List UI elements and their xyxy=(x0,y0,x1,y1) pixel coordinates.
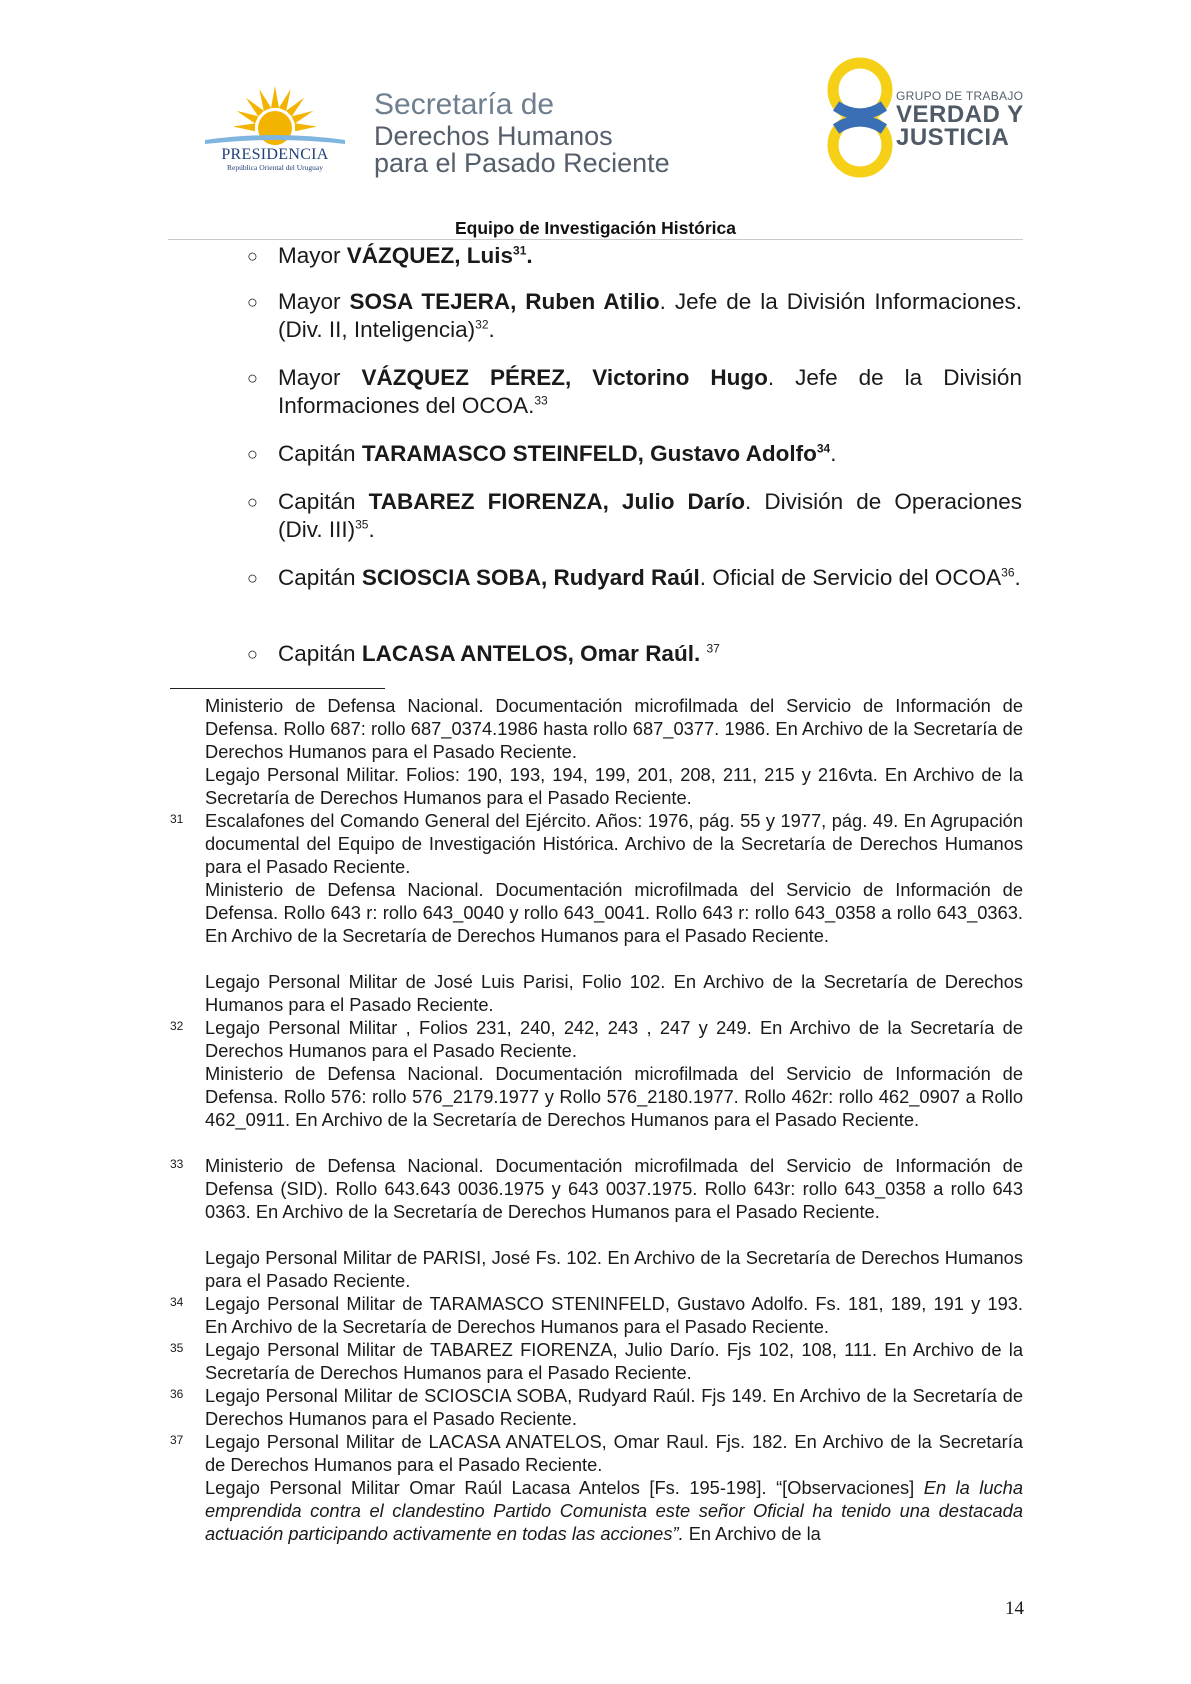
officer-rank: Capitán xyxy=(278,489,356,514)
officer-name-suffix: . xyxy=(745,489,752,514)
footnote-number: 33 xyxy=(170,1157,184,1171)
verdad-y-label: VERDAD Y xyxy=(896,101,1024,128)
justicia-label: JUSTICIA xyxy=(896,124,1010,151)
verdad-justicia-rings-logo xyxy=(820,56,900,180)
footnote-36: Legajo Personal Militar de SCIOSCIA SOBA, Rudyard Raúl. Fjs 149. En Archivo de la Secretaría de Derechos Humanos para el Pasado Reciente. xyxy=(205,1385,1023,1429)
officer-description-suffix: . xyxy=(368,517,375,542)
footnote-continuation: Legajo Personal Militar. Folios: 190, 193, 194, 199, 201, 208, 211, 215 y 216vta. En Archivo de la Secretaría de Derechos Humanos para el Pasado Reciente. xyxy=(205,764,1023,808)
officer-description: División de Operaciones (Div. III) xyxy=(278,489,1022,542)
circle-bullet-icon: ○ xyxy=(247,368,258,388)
footnote-ref: 33 xyxy=(534,393,548,408)
footnote-37-text: Legajo Personal Militar Omar Raúl Lacasa Antelos [Fs. 195-198]. “[Observaciones] xyxy=(205,1477,924,1498)
officer-item xyxy=(247,288,1022,344)
footnote-37-part xyxy=(205,1476,1023,1545)
footnote-31: Escalafones del Comando General del Ejército. Años: 1976, pág. 55 y 1977, pág. 49. En Agrupación documental del Equipo de Investigación Histórica. Archivo de la Secretaría de Derechos Humanos para el Pasado Reciente. xyxy=(205,810,1023,877)
footnote-number: 32 xyxy=(170,1019,184,1033)
officer-rank: Mayor xyxy=(278,365,341,390)
footnote-33: Ministerio de Defensa Nacional. Documentación microfilmada del Servicio de Información de Defensa (SID). Rollo 643.643 0036.1975 y 643 0037.1975. Rollo 643r: rollo 643_0358 a rollo 643 0363. En Archivo de la Secretaría de Derechos Humanos para el Pasado Reciente. xyxy=(205,1155,1023,1222)
officer-name-suffix: . xyxy=(526,243,533,268)
officer-description: Jefe de la División Informaciones. (Div. II, Inteligencia) xyxy=(278,289,1022,342)
footnote-ref: 36 xyxy=(1001,565,1015,580)
officer-item xyxy=(247,564,1022,592)
circle-bullet-icon: ○ xyxy=(247,492,258,512)
officer-name: VÁZQUEZ, Luis xyxy=(346,243,514,268)
officer-description-suffix: . xyxy=(488,317,495,342)
footnote-ref: 34 xyxy=(816,441,831,456)
footnote-32: Legajo Personal Militar , Folios 231, 240, 242, 243 , 247 y 249. En Archivo de la Secretaría de Derechos Humanos para el Pasado Reciente. xyxy=(205,1017,1023,1061)
officer-description: Oficial de Servicio del OCOA xyxy=(706,565,1002,590)
officer-name: LACASA ANTELOS, Omar Raúl. xyxy=(361,641,701,666)
officer-rank: Capitán xyxy=(278,641,356,666)
footnote-ref: 35 xyxy=(355,517,369,532)
footnote-34: Legajo Personal Militar de TARAMASCO STENINFELD, Gustavo Adolfo. Fs. 181, 189, 191 y 193. En Archivo de la Secretaría de Derechos Humanos para el Pasado Reciente. xyxy=(205,1293,1023,1337)
footnote-number: 34 xyxy=(170,1295,184,1309)
officer-name: SCIOSCIA SOBA, Rudyard Raúl xyxy=(361,565,700,590)
officer-rank: Mayor xyxy=(278,289,341,314)
officer-rank: Mayor xyxy=(278,243,341,268)
officer-item xyxy=(247,640,1022,668)
team-heading: Equipo de Investigación Histórica xyxy=(454,218,737,238)
circle-bullet-icon: ○ xyxy=(247,444,258,464)
footnote-32-part: Ministerio de Defensa Nacional. Documentación microfilmada del Servicio de Información de Defensa. Rollo 576: rollo 576_2179.1977 y Rollo 576_2180.1977. Rollo 462r: rollo 462_0907 a Rollo 462_0911. En Archivo de la Secretaría de Derechos Humanos para el Pasado Reciente. xyxy=(205,1063,1023,1130)
footnote-continuation: Ministerio de Defensa Nacional. Documentación microfilmada del Servicio de Información de Defensa. Rollo 687: rollo 687_0374.1986 hasta rollo 687_0377. 1986. En Archivo de la Secretaría de Derechos Humanos para el Pasado Reciente. xyxy=(205,695,1023,762)
footnote-ref: 31 xyxy=(513,243,527,258)
header-divider xyxy=(168,239,1023,240)
secretaria-line-2: Derechos Humanos xyxy=(374,121,613,151)
footnote-number: 31 xyxy=(170,812,184,826)
presidencia-wordmark: PRESIDENCIA xyxy=(221,146,329,163)
officer-name: SOSA TEJERA, Ruben Atilio xyxy=(349,289,660,314)
circle-bullet-icon: ○ xyxy=(247,644,258,664)
footnote-ref: 32 xyxy=(475,317,489,332)
officer-description-suffix: . xyxy=(1014,565,1021,590)
officer-item xyxy=(247,364,1022,420)
officer-name-suffix: . xyxy=(659,289,666,314)
officer-name: VÁZQUEZ PÉREZ, Victorino Hugo xyxy=(361,365,768,390)
footnote-33-part: Legajo Personal Militar de PARISI, José Fs. 102. En Archivo de la Secretaría de Derechos Humanos para el Pasado Reciente. xyxy=(205,1247,1023,1291)
presidencia-subtitle: República Oriental del Uruguay xyxy=(226,163,323,172)
officer-name-suffix: . xyxy=(699,565,707,590)
footnote-37: Legajo Personal Militar de LACASA ANATELOS, Omar Raul. Fjs. 182. En Archivo de la Secretaría de Derechos Humanos para el Pasado Reciente. xyxy=(205,1431,1023,1475)
secretaria-line-3: para el Pasado Reciente xyxy=(374,148,670,178)
footnote-35: Legajo Personal Militar de TABAREZ FIORENZA, Julio Darío. Fjs 102, 108, 111. En Archivo de la Secretaría de Derechos Humanos para el Pasado Reciente. xyxy=(205,1339,1023,1383)
officer-item xyxy=(247,242,1022,270)
officer-description: Jefe de la División Informaciones del OCOA. xyxy=(278,365,1022,418)
footnote-31-part: Legajo Personal Militar de José Luis Parisi, Folio 102. En Archivo de la Secretaría de Derechos Humanos para el Pasado Reciente. xyxy=(205,971,1023,1015)
officer-rank: Capitán xyxy=(278,441,356,466)
footnote-ref: 37 xyxy=(706,641,720,656)
footnote-37-text-end: En Archivo de la xyxy=(683,1523,821,1544)
officer-name-suffix: . xyxy=(830,441,837,466)
grupo-de-trabajo-label: GRUPO DE TRABAJO xyxy=(896,89,1024,103)
officer-name-suffix: . xyxy=(767,365,775,390)
footnote-number: 35 xyxy=(170,1341,184,1355)
officer-rank: Capitán xyxy=(278,565,356,590)
officer-item xyxy=(247,488,1022,544)
officer-item xyxy=(247,440,1022,468)
circle-bullet-icon: ○ xyxy=(247,246,258,266)
secretaria-title: Secretaría de xyxy=(374,88,555,121)
footnote-separator xyxy=(170,688,385,689)
circle-bullet-icon: ○ xyxy=(247,568,258,588)
circle-bullet-icon: ○ xyxy=(247,292,258,312)
officer-name: TABAREZ FIORENZA, Julio Darío xyxy=(368,489,746,514)
footnote-37-quote: En la lucha emprendida contra el clandestino Partido Comunista este señor Oficial ha tenido una destacada actuación participando activamente en todas las acciones”. xyxy=(205,1477,1024,1544)
footnote-31-part: Ministerio de Defensa Nacional. Documentación microfilmada del Servicio de Información de Defensa. Rollo 643 r: rollo 643_0040 y rollo 643_0041. Rollo 643 r: rollo 643_0358 a rollo 643_0363. En Archivo de la Secretaría de Derechos Humanos para el Pasado Reciente. xyxy=(205,879,1023,946)
footnote-number: 37 xyxy=(170,1433,184,1447)
footnote-number: 36 xyxy=(170,1387,184,1401)
page-number: 14 xyxy=(1005,1598,1024,1619)
officer-name: TARAMASCO STEINFELD, Gustavo Adolfo xyxy=(361,441,817,466)
